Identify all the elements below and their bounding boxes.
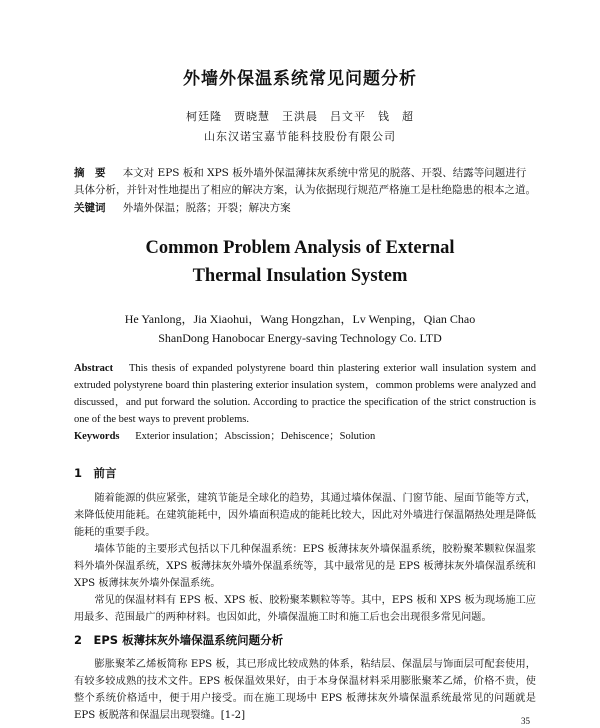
chinese-affiliation: 山东汉诺宝嘉节能科技股份有限公司 — [204, 130, 396, 143]
chinese-abstract-label: 摘 要 — [74, 167, 106, 179]
chinese-keywords-label: 关键词 — [74, 202, 106, 214]
section-2-heading: 2 EPS 板薄抹灰外墙保温系统问题分析 — [74, 633, 284, 647]
chinese-abstract-text: 本文对 EPS 板和 XPS 板外墙外保温薄抹灰系统中常见的脱落、开裂、结露等问题进行具体分析，并针对性地提出了相应的解决方案，认为依据现行规范严格施工是杜绝隐患的根本之道。 — [74, 167, 536, 196]
english-affiliation: ShanDong Hanobocar Energy-saving Technology Co. LTD — [158, 331, 442, 345]
english-title-line1: Common Problem Analysis of External — [145, 238, 455, 258]
english-abstract-text: This thesis of expanded polystyrene board thin plastering exterior wall insulation system and extruded polystyrene board thin plastering exterior insulation system，common problems were analyzed and discussed，and put forward the solution. According to practice the specification of the strict construction is one of the best ways to prevent problems. — [74, 363, 537, 425]
english-keywords — [74, 428, 536, 445]
english-authors-block — [0, 310, 600, 348]
english-abstract-label: Abstract — [74, 363, 114, 374]
chinese-title: 外墙外保温系统常见问题分析 — [183, 69, 417, 89]
english-keywords-label: Keywords — [74, 431, 120, 442]
english-abstract — [74, 360, 536, 428]
english-title — [0, 234, 600, 290]
section-1-paragraph: 常见的保温材料有 EPS 板、XPS 板、胶粉聚苯颗粒等等。其中，EPS 板和 XPS 板为现场施工应用最多、范围最广的两种材料。也因如此，外墙保温施工时和施工后也会出现很多常见问题。 — [74, 595, 536, 623]
chinese-abstract — [74, 165, 536, 199]
section-2-paragraph: 膨胀聚苯乙烯板简称 EPS 板，其已形成比较成熟的体系，粘结层、保温层与饰面层可配套使用，有较多较成熟的技术文件。EPS 板保温效果好，由于本身保温材料采用膨胀聚苯乙烯，价格不贵，使整个系统价格适中，便于用户接受。而在施工现场中 EPS 板薄抹灰外墙保温系统最常见的问题就是 EPS 板脱落和保温层出现裂缝。[1-2] — [74, 659, 536, 721]
page-number: 35 — [521, 716, 530, 726]
section-1-paragraph: 随着能源的供应紧张，建筑节能是全球化的趋势，其通过墙体保温、门窗节能、屋面节能等方式，来降低使用能耗。在建筑能耗中，因外墙面积造成的能耗比较大，因此对外墙进行保温隔热处理是降低能耗的重要手段。 — [74, 493, 536, 538]
english-title-line2: Thermal Insulation System — [192, 266, 408, 286]
english-authors: He Yanlong，Jia Xiaohui，Wang Hongzhan，Lv Wenping，Qian Chao — [124, 312, 476, 326]
chinese-keywords — [74, 200, 536, 217]
chinese-keywords-text: 外墙外保温；脱落；开裂；解决方案 — [122, 202, 291, 214]
section-1-paragraph: 墙体节能的主要形式包括以下几种保温系统：EPS 板薄抹灰外墙保温系统，胶粉聚苯颗粒保温浆料外墙外保温系统，XPS 板薄抹灰外墙外保温系统等，其中最常见的是 EPS 板薄抹灰外墙保温系统和 XPS 板薄抹灰外墙外保温系统。 — [74, 544, 536, 589]
chinese-authors: 柯廷隆 贾晓慧 王洪晨 吕文平 钱 超 — [186, 110, 414, 123]
english-keywords-text: Exterior insulation；Abscission；Dehiscence；Solution — [135, 431, 376, 442]
section-1-heading: 1 前言 — [74, 466, 117, 480]
